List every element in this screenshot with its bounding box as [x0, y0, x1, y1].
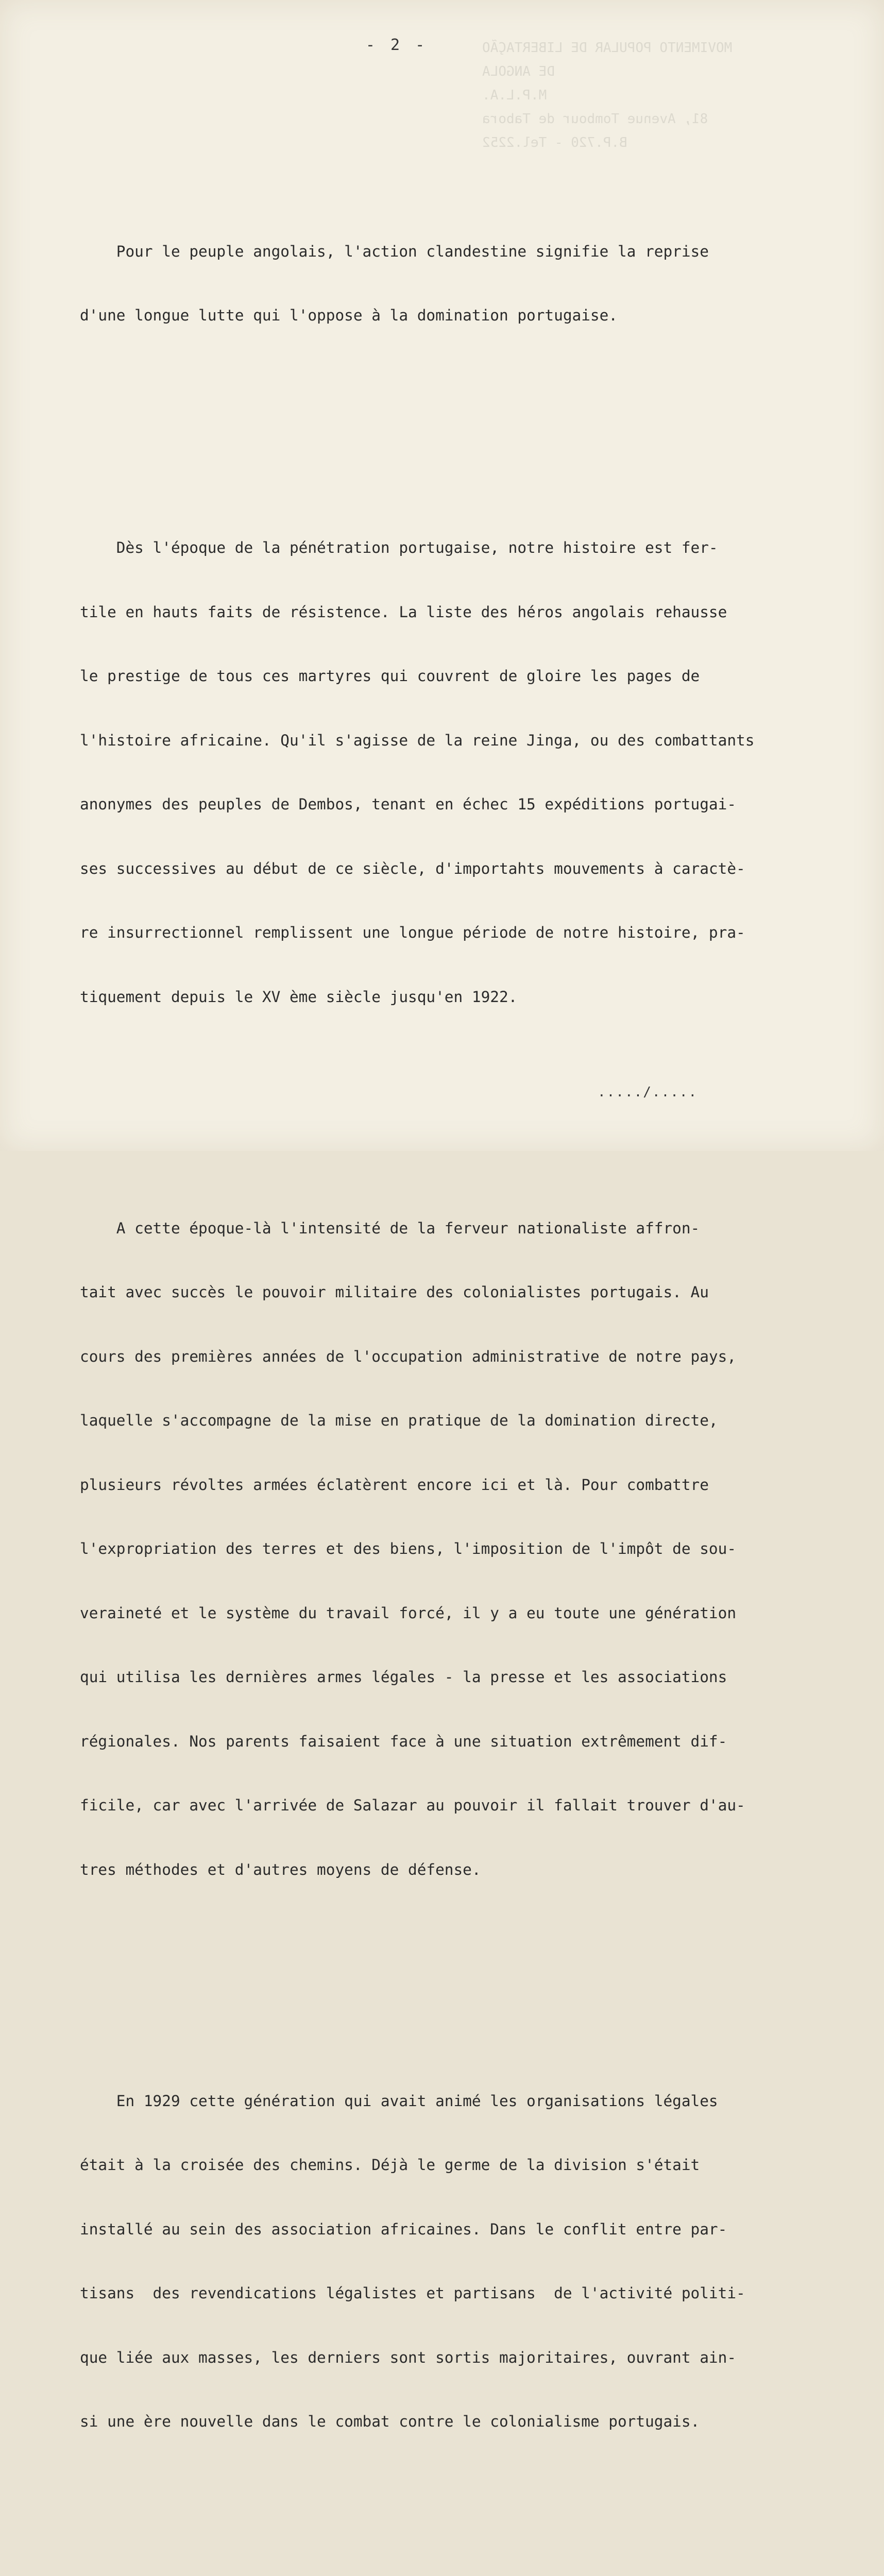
text-line: l'expropriation des terres et des biens, l'imposition de l'impôt de sou-	[80, 1540, 737, 1557]
bleed-line: M.P.L.A.	[482, 88, 547, 103]
continuation-mark: ...../.....	[598, 1084, 698, 1100]
text-line: Pour le peuple angolais, l'action clandestine signifie la reprise	[80, 242, 709, 260]
text-line: régionales. Nos parents faisaient face à une situation extrêmement dif-	[80, 1732, 727, 1750]
text-line: re insurrectionnel remplissent une longue période de notre histoire, pra-	[80, 924, 745, 941]
text-line: ficile, car avec l'arrivée de Salazar au pouvoir il fallait trouver d'au-	[80, 1797, 745, 1814]
text-line: En 1929 cette génération qui avait animé les organisations légales	[80, 2092, 718, 2110]
text-line: était à la croisée des chemins. Déjà le germe de la division s'était	[80, 2156, 700, 2174]
text-line: plusieurs révoltes armées éclatèrent encore ici et là. Pour combattre	[80, 1476, 709, 1494]
text-line: tait avec succès le pouvoir militaire des colonialistes portugais. Au	[80, 1283, 709, 1301]
text-line: anonymes des peuples de Dembos, tenant en échec 15 expéditions portugai-	[80, 795, 737, 813]
text-line: d'une longue lutte qui l'oppose à la domination portugaise.	[80, 307, 618, 324]
bleed-line: 81, Avenue Tombour de Tabora	[482, 111, 708, 127]
text-line: tiquement depuis le XV ème siècle jusqu'en 1922.	[80, 988, 518, 1006]
paragraph-2	[80, 495, 822, 1050]
text-line: l'histoire africaine. Qu'il s'agisse de la reine Jinga, ou des combattants	[80, 731, 755, 749]
page-number: - 2 -	[365, 36, 428, 54]
text-line: A cette époque-là l'intensité de la ferveur nationaliste affron-	[80, 1219, 700, 1237]
document-body	[80, 134, 822, 2576]
bleed-line: MOVIMENTO POPULAR DE LIBERTAÇÃO	[482, 40, 733, 56]
text-line: laquelle s'accompagne de la mise en pratique de la domination directe,	[80, 1412, 718, 1429]
text-line: veraineté et le système du travail forcé, il y a eu toute une génération	[80, 1604, 737, 1622]
bleed-line: B.P.720 - Tel.2252	[482, 135, 627, 150]
paragraph-1	[80, 198, 822, 369]
text-line: qui utilisa les dernières armes légales - la presse et les associations	[80, 1668, 727, 1686]
text-line: installé au sein des association africaines. Dans le conflit entre par-	[80, 2220, 727, 2238]
bleed-line: DE ANGOLA	[482, 64, 555, 79]
paragraph-3	[80, 1175, 822, 1924]
text-line: tres méthodes et d'autres moyens de défense.	[80, 1860, 481, 1878]
text-line: le prestige de tous ces martyres qui couvrent de gloire les pages de	[80, 667, 700, 685]
text-line: ses successives au début de ce siècle, d'importahts mouvements à caractè-	[80, 859, 745, 877]
text-line: si une ère nouvelle dans le combat contre le colonialisme portugais.	[80, 2413, 700, 2430]
text-line: tile en hauts faits de résistence. La liste des héros angolais rehausse	[80, 603, 727, 621]
text-line: cours des premières années de l'occupation administrative de notre pays,	[80, 1347, 737, 1365]
text-line: Dès l'époque de la pénétration portugaise, notre histoire est fer-	[80, 539, 718, 556]
text-line: tisans des revendications légalistes et partisans de l'activité politi-	[80, 2284, 745, 2302]
text-line: que liée aux masses, les derniers sont sortis majoritaires, ouvrant ain-	[80, 2348, 737, 2366]
paragraph-4	[80, 2048, 822, 2476]
